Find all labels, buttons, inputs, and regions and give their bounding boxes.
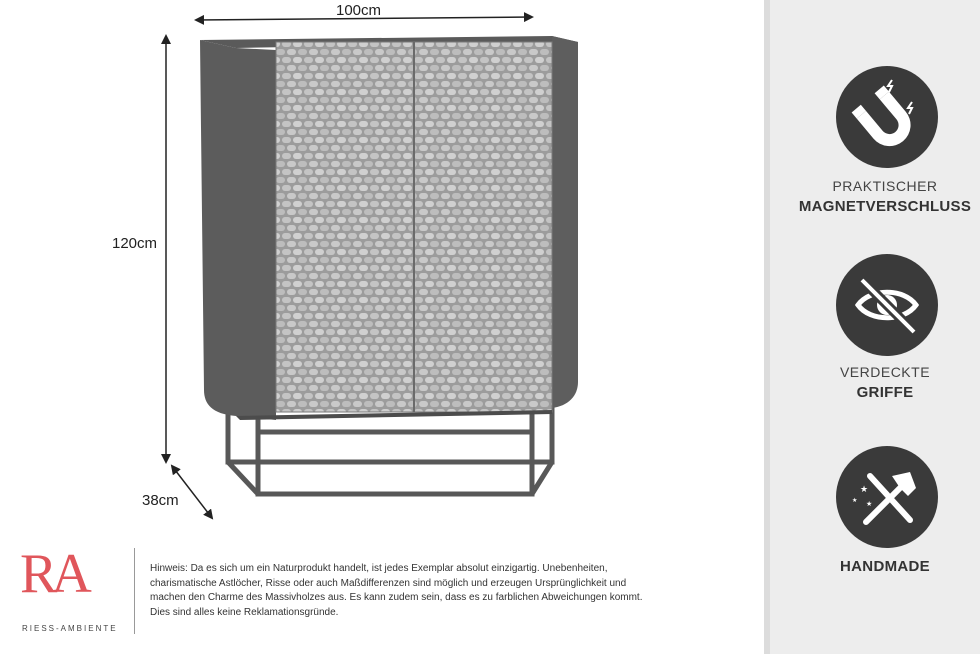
depth-label: 38cm xyxy=(142,492,179,509)
width-label: 100cm xyxy=(336,2,382,19)
brand-name: RIESS-AMBIENTE xyxy=(22,624,118,633)
notice-line: machen den Charme des Massivholzes aus. Es kann zudem sein, dass es zu farblichen Abweichungen kommt. xyxy=(150,592,643,604)
logo-divider xyxy=(134,548,135,634)
feature-line2: HANDMADE xyxy=(840,558,930,575)
features-sidebar xyxy=(764,0,980,654)
feature-line1: PRAKTISCHER xyxy=(832,178,938,194)
hammer-icon xyxy=(836,446,938,548)
feature-line2: MAGNETVERSCHLUSS xyxy=(798,198,972,215)
svg-text:★: ★ xyxy=(860,485,869,495)
height-label: 120cm xyxy=(112,235,158,252)
cabinet-right-side xyxy=(552,36,578,408)
svg-text:★: ★ xyxy=(852,497,858,504)
notice-line: Dies sind alles keine Reklamationsgründe. xyxy=(150,606,339,618)
hidden-eye-icon xyxy=(836,254,938,356)
magnet-icon xyxy=(836,66,938,168)
product-notice xyxy=(150,562,710,620)
notice-line: Hinweis: Da es sich um ein Naturprodukt handelt, ist jedes Exemplar absolut einzigartig. Unebenheiten, xyxy=(150,563,608,574)
notice-line: charismatische Astlöcher, Risse oder auch Maßdifferenzen sind möglich und erzeugen Ursprünglichkeit und xyxy=(150,577,627,589)
svg-text:★: ★ xyxy=(866,500,873,508)
feature-line1: VERDECKTE xyxy=(839,364,931,380)
feature-line2: GRIFFE xyxy=(856,384,914,401)
cabinet-left-side xyxy=(200,40,276,420)
brand-logo: RA xyxy=(20,543,86,605)
